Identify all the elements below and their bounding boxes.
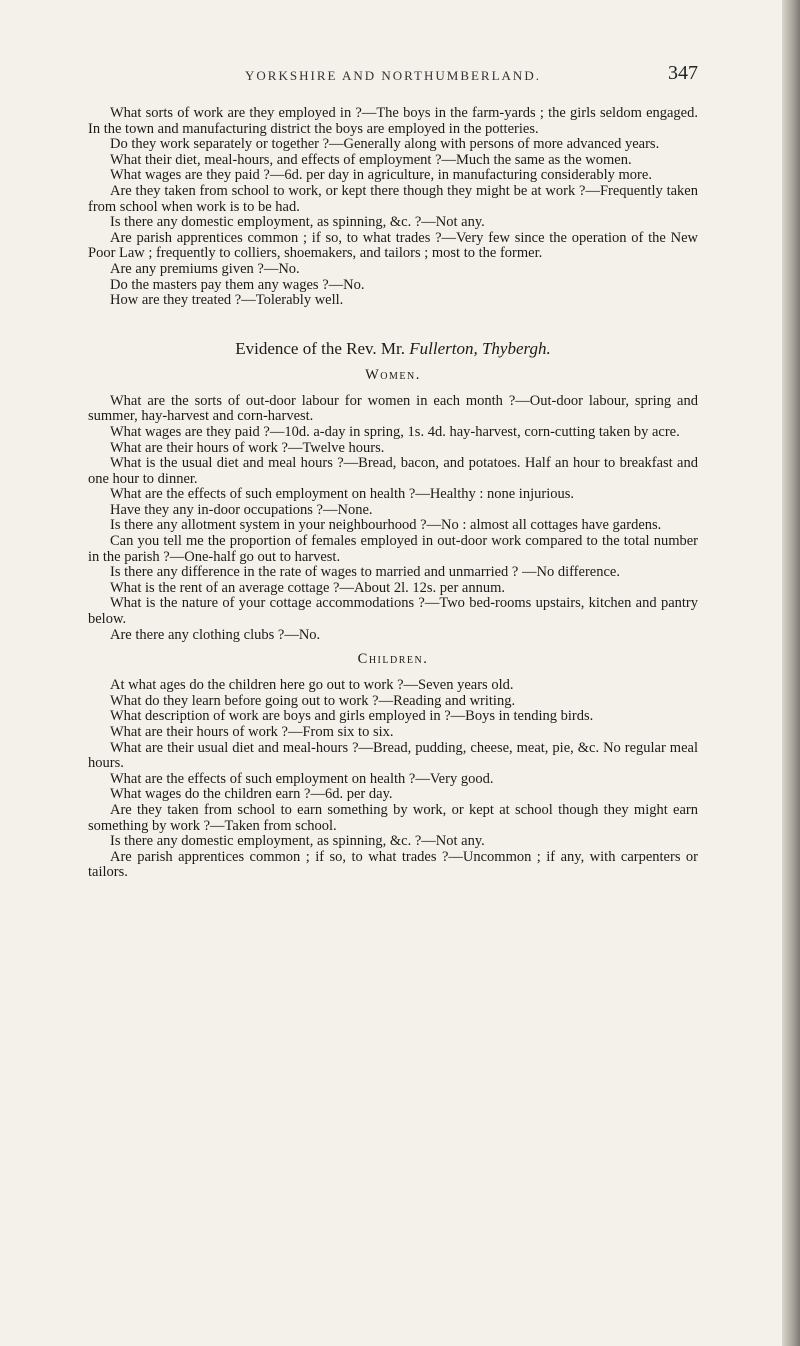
paragraph: Do the masters pay them any wages ?—No. — [110, 276, 365, 293]
paragraph: Are any premiums given ?—No. — [110, 260, 300, 277]
paragraph: How are they treated ?—Tolerably well. — [110, 292, 344, 309]
paragraph: What wages are they paid ?—6d. per day in agriculture, in manufacturing considerably more. — [110, 167, 652, 184]
paragraph: What their diet, meal-hours, and effects of employment ?—Much the same as the women. — [110, 151, 632, 168]
paragraph: What is the usual diet and meal hours ?—Bread, bacon, and potatoes. Half an hour to breakfast and one hour to dinner. — [88, 455, 698, 487]
paragraph: What wages do the children earn ?—6d. per day. — [110, 786, 393, 803]
section-heading-women: Women. — [365, 366, 421, 383]
paragraph: What are the effects of such employment on health ?—Very good. — [110, 770, 494, 787]
paragraph: Are they taken from school to work, or kept there though they might be at work ?—Frequently taken from school when work is to be had. — [88, 182, 698, 215]
running-head: YORKSHIRE AND NORTHUMBERLAND. — [245, 68, 541, 83]
paragraph: Is there any domestic employment, as spinning, &c. ?—Not any. — [110, 833, 485, 850]
section-heading-children: Children. — [357, 651, 429, 668]
paragraph: Are they taken from school to earn something by work, or kept at school though they might earn something by work ?—Taken from school. — [88, 801, 698, 834]
paragraph: Can you tell me the proportion of females employed in out-door work compared to the total number in the parish ?—One-half go out to harvest. — [88, 533, 698, 565]
evidence-heading — [88, 339, 698, 359]
paragraph: At what ages do the children here go out to work ?—Seven years old. — [110, 677, 514, 694]
paragraph: Is there any allotment system in your neighbourhood ?—No : almost all cottages have gardens. — [110, 517, 662, 534]
paragraph: Is there any difference in the rate of wages to married and unmarried ? —No difference. — [110, 564, 620, 581]
paragraph: What is the nature of your cottage accommodations ?—Two bed-rooms upstairs, kitchen and pantry below. — [88, 595, 698, 628]
paragraph: Do they work separately or together ?—Generally along with persons of more advanced years. — [110, 136, 660, 153]
witness-name: Fullerton, Thybergh. — [409, 338, 551, 358]
page-body — [88, 106, 698, 881]
page-number: 347 — [668, 62, 698, 84]
paragraph: What is the rent of an average cottage ?—About 2l. 12s. per annum. — [110, 579, 505, 596]
paragraph: What are their usual diet and meal-hours ?—Bread, pudding, cheese, meat, pie, &c. No regular meal hours. — [88, 739, 698, 772]
paragraph: What wages are they paid ?—10d. a-day in spring, 1s. 4d. hay-harvest, corn-cutting taken by acre. — [110, 423, 680, 440]
paragraph: What do they learn before going out to work ?—Reading and writing. — [110, 692, 516, 709]
paragraph: What are their hours of work ?—From six to six. — [110, 724, 394, 740]
paragraph: Are there any clothing clubs ?—No. — [110, 626, 321, 643]
paragraph: What are the sorts of out-door labour for women in each month ?—Out-door labour, spring and summer, hay-harvest and corn-harvest. — [88, 392, 698, 425]
paragraph: Is there any domestic employment, as spinning, &c. ?—Not any. — [110, 214, 485, 231]
paragraph: What description of work are boys and girls employed in ?—Boys in tending birds. — [110, 708, 594, 725]
paragraph: What are the effects of such employment on health ?—Healthy : none injurious. — [110, 486, 574, 503]
page-header — [88, 62, 698, 92]
paragraph: Have they any in-door occupations ?—None. — [110, 501, 373, 518]
women-answers — [88, 394, 698, 644]
paragraph: Are parish apprentices common ; if so, to what trades ?—Uncommon ; if any, with carpenters or tailors. — [88, 848, 698, 881]
paragraph: What are their hours of work ?—Twelve hours. — [110, 439, 385, 456]
paragraph: What sorts of work are they employed in ?—The boys in the farm-yards ; the girls seldom engaged. In the town and manufacturing district the boys are employed in the potteries. — [88, 105, 698, 137]
page-edge-shadow — [782, 0, 800, 1346]
evidence-heading-prefix: Evidence of the Rev. Mr. — [235, 338, 406, 358]
intro-answers — [88, 106, 698, 309]
paragraph: Are parish apprentices common ; if so, to what trades ?—Very few since the operation of the New Poor Law ; frequently to colliers, shoemakers, and tailors ; most to the former. — [88, 229, 698, 262]
children-answers — [88, 678, 698, 881]
